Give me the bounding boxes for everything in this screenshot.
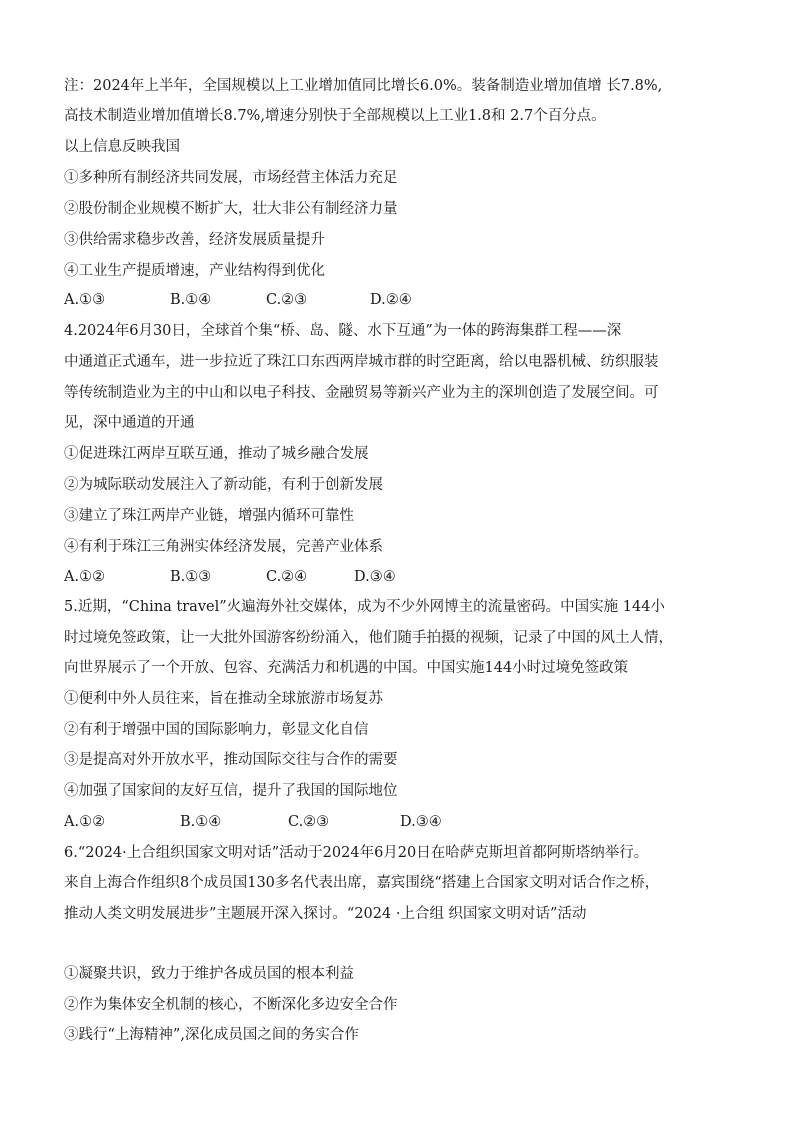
q4-stem-line-3: 等传统制造业为主的中山和以电子科技、金融贸易等新兴产业为主的深圳创造了发展空间。可 xyxy=(64,385,659,401)
q3-choice-b: B.①④ xyxy=(170,292,212,308)
q4-choice-a: A.①② xyxy=(64,569,106,585)
q3-stem: 以上信息反映我国 xyxy=(64,139,180,155)
q5-choice-b: B.①④ xyxy=(180,814,222,830)
q6-stem-line-3: 推动人类文明发展进步”主题展开深入探讨。“2024 ·上合组 织国家文明对话”活动 xyxy=(64,906,587,922)
q3-choice-d: D.②④ xyxy=(370,292,412,308)
q3-choices xyxy=(64,290,724,310)
q4-choice-c: C.②④ xyxy=(266,569,308,585)
q5-option-3: ③是提高对外开放水平，推动国际交往与合作的需要 xyxy=(64,752,398,768)
q4-option-1: ①促进珠江两岸互联互通，推动了城乡融合发展 xyxy=(64,446,369,462)
q6-option-2: ②作为集体安全机制的核心，不断深化多边安全合作 xyxy=(64,997,398,1013)
q4-option-4: ④有利于珠江三角洲实体经济发展，完善产业体系 xyxy=(64,539,383,555)
q4-stem-line-4: 见，深中通道的开通 xyxy=(64,415,195,431)
q6-stem-line-2: 来自上海合作组织8个成员国130多名代表出席，嘉宾围绕“搭建上合国家文明对话合作之桥， xyxy=(64,875,660,891)
q3-option-2: ②股份制企业规模不断扩大，壮大非公有制经济力量 xyxy=(64,201,398,217)
q3-choice-c: C.②③ xyxy=(266,292,308,308)
q4-choice-b: B.①③ xyxy=(170,569,212,585)
q4-choice-d: D.③④ xyxy=(354,569,396,585)
q3-option-4: ④工业生产提质增速，产业结构得到优化 xyxy=(64,263,325,279)
q5-stem-line-3: 向世界展示了一个开放、包容、充满活力和机遇的中国。中国实施144小时过境免签政策 xyxy=(64,660,629,676)
q3-option-3: ③供给需求稳步改善，经济发展质量提升 xyxy=(64,232,325,248)
q5-stem-line-1: 5.近期，“China travel”火遍海外社交媒体，成为不少外网博主的流量密码。中国实施 144小 xyxy=(64,599,665,615)
q6-stem-line-1: 6.“2024·上合组织国家文明对话”活动于2024年6月20日在哈萨克斯坦首都阿斯塔纳举行。 xyxy=(64,845,649,861)
q6-option-3: ③践行“上海精神”,深化成员国之间的务实合作 xyxy=(64,1027,359,1043)
q4-stem-line-2: 中通道正式通车，进一步拉近了珠江口东西两岸城市群的时空距离，给以电器机械、纺织服装 xyxy=(64,354,659,370)
q6-option-1: ①凝聚共识，致力于维护各成员国的根本利益 xyxy=(64,966,354,982)
q5-choice-d: D.③④ xyxy=(400,814,442,830)
q4-choices xyxy=(64,567,724,587)
q5-stem-line-2: 时过境免签政策，让一大批外国游客纷纷涌入，他们随手拍摄的视频，记录了中国的风土人情， xyxy=(64,630,673,646)
q3-option-1: ①多种所有制经济共同发展，市场经营主体活力充足 xyxy=(64,170,398,186)
q4-stem-line-1: 4.2024年6月30日，全球首个集“桥、岛、隧、水下互通”为一体的跨海集群工程——深 xyxy=(64,323,622,339)
q4-option-2: ②为城际联动发展注入了新动能，有利于创新发展 xyxy=(64,477,383,493)
note-line-1: 注：2024年上半年，全国规模以上工业增加值同比增长6.0%。装备制造业增加值增 长7.8%, xyxy=(64,78,663,94)
note-line-2: 高技术制造业增加值增长8.7%,增速分别快于全部规模以上工业1.8和 2.7个百分点。 xyxy=(64,108,606,124)
q5-choices xyxy=(64,812,724,832)
q5-option-4: ④加强了国家间的友好互信，提升了我国的国际地位 xyxy=(64,783,398,799)
q5-option-2: ②有利于增强中国的国际影响力，彰显文化自信 xyxy=(64,722,369,738)
q3-choice-a: A.①③ xyxy=(64,292,106,308)
q5-choice-a: A.①② xyxy=(64,814,106,830)
q5-option-1: ①便利中外人员往来，旨在推动全球旅游市场复苏 xyxy=(64,691,383,707)
q4-option-3: ③建立了珠江两岸产业链，增强内循环可靠性 xyxy=(64,508,354,524)
q5-choice-c: C.②③ xyxy=(288,814,330,830)
